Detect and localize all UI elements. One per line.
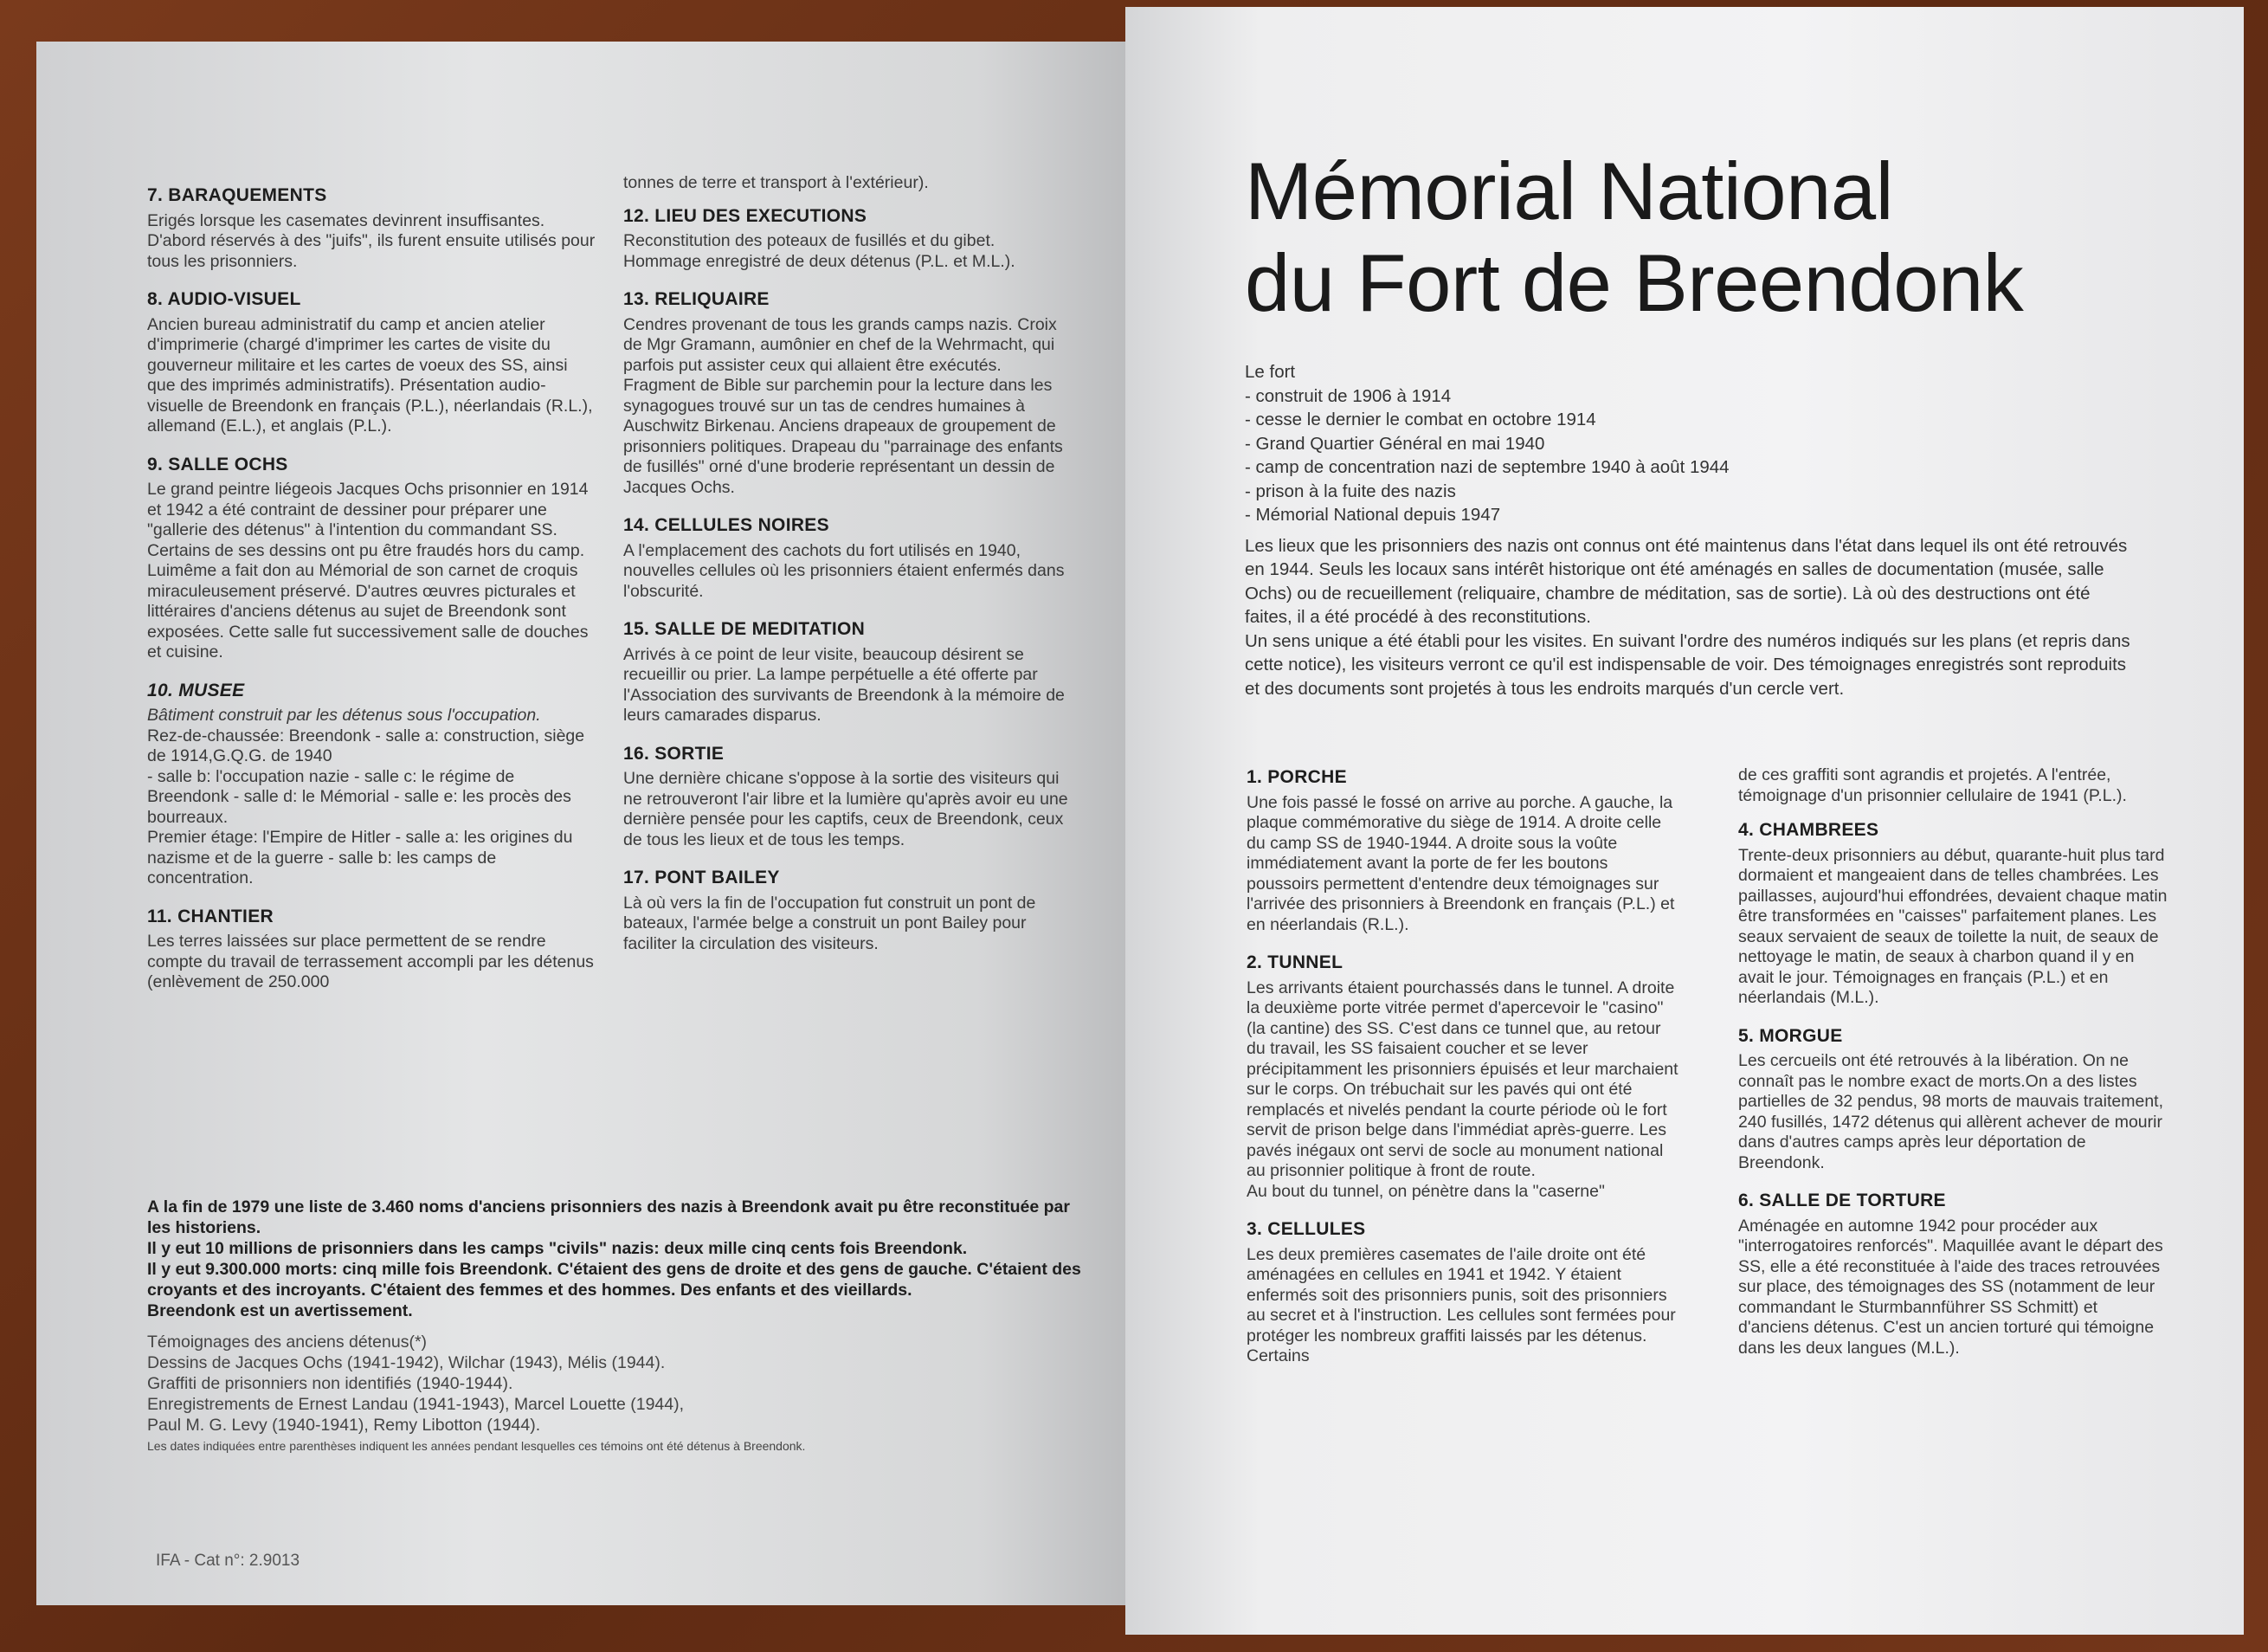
section-text: Le grand peintre liégeois Jacques Ochs prisonnier en 1914 et 1942 a été contraint de dessiner pour préparer une "gallerie des détenus" à l'intention du commandant SS. Certains de ses dessins ont pu être fraudés hors du camp. Luimême a fait don au Mémorial de son carnet de croquis miraculeusement préservé. D'autres œuvres picturales et littéraires d'anciens détenus au sujet de Breendonk sont exposées. Cette salle fut successivement salle de douches et cuisine. xyxy=(147,480,589,661)
title-line-1: Mémorial National xyxy=(1245,145,1894,236)
credit-line: Graffiti de prisonniers non identifiés (1940-1944). xyxy=(147,1374,513,1393)
fort-item: - prison à la fuite des nazis xyxy=(1245,481,1456,501)
section-text: Les terres laissées sur place permettent de se rendre compte du travail de terrassement accompli par les détenus (enlèvement de 250.000 xyxy=(147,932,594,991)
section-text: Arrivés à ce point de leur visite, beaucoup désirent se recueillir ou prier. La lampe perpétuelle a été offerte par l'Association des survivants de Breendonk à la mémoire de leurs camarades disparus. xyxy=(623,644,1065,725)
title-line-2: du Fort de Breendonk xyxy=(1245,237,2024,328)
section-heading: 14. CELLULES NOIRES xyxy=(623,515,829,535)
section-text: Les deux premières casemates de l'aile droite ont été aménagées en cellules en 1941 et 1942. Y étaient enfermés soit des prisonniers punis, soit des prisonniers au secret et à l'instruction. Les cellules sont fermées pour protéger les nombreux graffiti laissés par les détenus. Certains xyxy=(1247,1244,1676,1365)
left-column-2 xyxy=(623,173,1073,954)
section-heading: 9. SALLE OCHS xyxy=(147,454,288,474)
closing-statement: Breendonk est un avertissement. xyxy=(147,1301,413,1320)
section-heading: 12. LIEU DES EXECUTIONS xyxy=(623,205,867,226)
section-heading: 5. MORGUE xyxy=(1738,1025,1843,1046)
credit-line: Témoignages des anciens détenus(*) xyxy=(147,1333,428,1352)
section-heading: 4. CHAMBREES xyxy=(1738,820,1879,840)
section-text: Aménagée en automne 1942 pour procéder aux "interrogatoires renforcés". Maquillée avant le départ des SS, elle a été reconstituée à l'aide des traces retrouvées sur place, des témoignages des SS (notamment de leur commandant le Sturmbannführer SS Schmitt) et d'anciens détenus. C'est un ancien torturé qui témoigne dans les deux langues (M.L.). xyxy=(1738,1216,2163,1358)
section-heading: 11. CHANTIER xyxy=(147,906,274,926)
document-title xyxy=(1245,145,2214,329)
closing-statement: Il y eut 9.300.000 morts: cinq mille fois Breendonk. C'étaient des gens de droite et des gens de gauche. C'étaient des croyants et des incroyants. C'étaient des femmes et des hommes. Des enfants et des vieillards. xyxy=(147,1260,1081,1300)
intro-block xyxy=(1245,360,2136,700)
section-heading: 8. AUDIO-VISUEL xyxy=(147,289,301,309)
credit-line: Dessins de Jacques Ochs (1941-1942), Wilchar (1943), Mélis (1944). xyxy=(147,1353,666,1372)
continued-text: tonnes de terre et transport à l'extérieur). xyxy=(623,173,929,192)
section-text: Les cercueils ont été retrouvés à la libération. On ne connaît pas le nombre exact de morts.On a des listes partielles de 32 pendus, 98 morts de mauvais traitement, 240 fusillés, 1472 détenus qui allèrent achever de mourir dans d'autres camps après leur déportation de Breendonk. xyxy=(1738,1051,2164,1172)
credit-line: Paul M. G. Levy (1940-1941), Remy Libotton (1944). xyxy=(147,1416,541,1435)
closing-statement: A la fin de 1979 une liste de 3.460 noms d'anciens prisonniers des nazis à Breendonk avait pu être reconstituée par les historiens. xyxy=(147,1197,1070,1237)
section-heading: 13. RELIQUAIRE xyxy=(623,289,770,309)
section-heading: 3. CELLULES xyxy=(1247,1219,1366,1239)
section-line: Rez-de-chaussée: Breendonk - salle a: construction, siège de 1914,G.Q.G. de 1940 xyxy=(147,726,585,765)
fort-item: - cesse le dernier le combat en octobre 1914 xyxy=(1245,410,1596,429)
fort-item: - construit de 1906 à 1914 xyxy=(1245,385,1452,406)
section-text: Erigés lorsque les casemates devinrent insuffisantes. D'abord réservés à des "juifs", ils furent ensuite utilisés pour tous les prisonniers. xyxy=(147,210,596,271)
section-text: A l'emplacement des cachots du fort utilisés en 1940, nouvelles cellules où les prisonniers étaient enfermés dans l'obscurité. xyxy=(623,540,1065,601)
section-heading: 7. BARAQUEMENTS xyxy=(147,185,327,205)
section-heading: 17. PONT BAILEY xyxy=(623,868,780,887)
right-page xyxy=(1125,7,2244,1635)
section-heading: 16. SORTIE xyxy=(623,743,725,764)
section-text: Trente-deux prisonniers au début, quarante-huit plus tard dormaient et mangeaient dans de telles chambrées. Les paillasses, aujourd'hui effondrées, devaient chaque matin être transformées en "caisses" parfaitement planes. Les seaux servaient de seaux de toilette la nuit, de seaux de nettoyage le matin, de seaux à charbon quand il y en avait le jour. Témoignages en français (P.L.) et en néerlandais (M.L.). xyxy=(1738,845,2168,1007)
section-text: Une dernière chicane s'oppose à la sortie des visiteurs qui ne retrouveront l'air libre et la lumière qu'après avoir eu une dernière pensée pour les captifs, ceux de Breendonk, ceux de tous les lieux et de tous les temps. xyxy=(623,769,1068,849)
fort-label: Le fort xyxy=(1245,362,1296,382)
section-subtitle: Bâtiment construit par les détenus sous l'occupation. xyxy=(147,706,541,725)
section-text: Une fois passé le fossé on arrive au porche. A gauche, la plaque commémorative du siège de 1914. A droite celle du camp SS de 1940-1944. A droite sous la voûte immédiatement avant la porte de fer les boutons poussoirs permettent d'entendre deux témoignages sur l'arrivée des prisonniers à Breendonk en français (P.L.) et en néerlandais (R.L.). xyxy=(1247,792,1675,934)
section-heading: 10. MUSEE xyxy=(147,680,245,700)
continued-text: de ces graffiti sont agrandis et projetés. A l'entrée, témoignage d'un prisonnier cellulaire de 1941 (P.L.). xyxy=(1738,765,2127,805)
section-text: Là où vers la fin de l'occupation fut construit un pont de bateaux, l'armée belge a construit un pont Bailey pour faciliter la circulation des visiteurs. xyxy=(623,893,1036,953)
section-text: Cendres provenant de tous les grands camps nazis. Croix de Mgr Gramann, aumônier en chef de la Wehrmacht, qui parfois put assister ceux qui allaient être exécutés. Fragment de Bible sur parchemin pour la lecture dans les synagogues trouvé sur un tas de cendres humaines à Auschwitz Birkenau. Anciens drapeaux de groupement de prisonniers politiques. Drapeau du "parrainage des enfants de fusillés" orné d'une broderie représentant un dessin de Jacques Ochs. xyxy=(623,314,1063,497)
section-heading: 6. SALLE DE TORTURE xyxy=(1738,1191,1946,1210)
left-column-1 xyxy=(147,185,599,993)
left-page xyxy=(36,42,1143,1605)
section-text: Ancien bureau administratif du camp et ancien atelier d'imprimerie (chargé d'imprimer les cartes de visite du gouverneur militaire et les cartes de voeux des SS, ainsi que des imprimés administratifs). Présentation audio-visuelle de Breendonk en français (P.L.), néerlandais (R.L.), allemand (E.L.), et anglais (P.L.). xyxy=(147,314,593,436)
right-column-2 xyxy=(1738,765,2171,1358)
section-heading: 15. SALLE DE MEDITATION xyxy=(623,619,866,639)
section-heading: 1. PORCHE xyxy=(1247,767,1347,787)
section-heading: 2. TUNNEL xyxy=(1247,952,1343,972)
fort-item: - Mémorial National depuis 1947 xyxy=(1245,505,1501,525)
fort-item: - camp de concentration nazi de septembre 1940 à août 1944 xyxy=(1245,457,1730,477)
section-text: Reconstitution des poteaux de fusillés et du gibet. Hommage enregistré de deux détenus (P.L. et M.L.). xyxy=(623,231,1015,271)
section-line: Premier étage: l'Empire de Hitler - salle a: les origines du nazisme et de la guerre - salle b: les camps de concentration. xyxy=(147,828,573,887)
fort-item: - Grand Quartier Général en mai 1940 xyxy=(1245,433,1545,454)
right-column-1 xyxy=(1247,767,1679,1367)
section-text: Les arrivants étaient pourchassés dans le tunnel. A droite la deuxième porte vitrée permet d'apercevoir le "casino" (la cantine) des SS. C'est dans ce tunnel que, au retour du travail, les SS faisaient coucher et se lever précipitamment les prisonniers épuisés et leur marchaient sur le corps. On trébuchait sur les pavés qui ont été remplacés et nivelés pendant la courte période où le fort servit de prison belge dans l'immédiat après-guerre. Les pavés inégaux ont servi de socle au monument national au prisonnier politique à front de route. xyxy=(1247,978,1678,1180)
credit-line: Enregistrements de Ernest Landau (1941-1943), Marcel Louette (1944), xyxy=(147,1395,685,1414)
closing-statement: Il y eut 10 millions de prisonniers dans les camps "civils" nazis: deux mille cinq cents fois Breendonk. xyxy=(147,1239,968,1258)
closing-notes xyxy=(147,1197,1082,1456)
intro-paragraph: Les lieux que les prisonniers des nazis ont connus ont été maintenus dans l'état dans lequel ils ont été retrouvés en 1944. Seuls les locaux sans intérêt historique ont été aménagés en salles de documentation (musée, salle Ochs) ou de recueillement (reliquaire, chambre de méditation, sas de sortie). Là où des destructions ont été faites, il a été procédé à des reconstitutions. xyxy=(1245,535,2128,627)
catalog-number: IFA - Cat n°: 2.9013 xyxy=(156,1552,300,1570)
intro-paragraph: Un sens unique a été établi pour les visites. En suivant l'ordre des numéros indiqués sur les plans (et repris dans cette notice), les visiteurs verront ce qu'il est indispensable de voir. Des témoignages enregistrés sont reproduits et des documents sont projetés à tous les endroits marqués d'un cercle vert. xyxy=(1245,630,2130,699)
section-line: - salle b: l'occupation nazie - salle c: le régime de Breendonk - salle d: le Mémorial - salle e: les procès des bourreaux. xyxy=(147,766,571,827)
footnote: Les dates indiquées entre parenthèses indiquent les années pendant lesquelles ces témoins ont été détenus à Breendonk. xyxy=(147,1439,806,1453)
section-text: Au bout du tunnel, on pénètre dans la "caserne" xyxy=(1247,1181,1605,1201)
